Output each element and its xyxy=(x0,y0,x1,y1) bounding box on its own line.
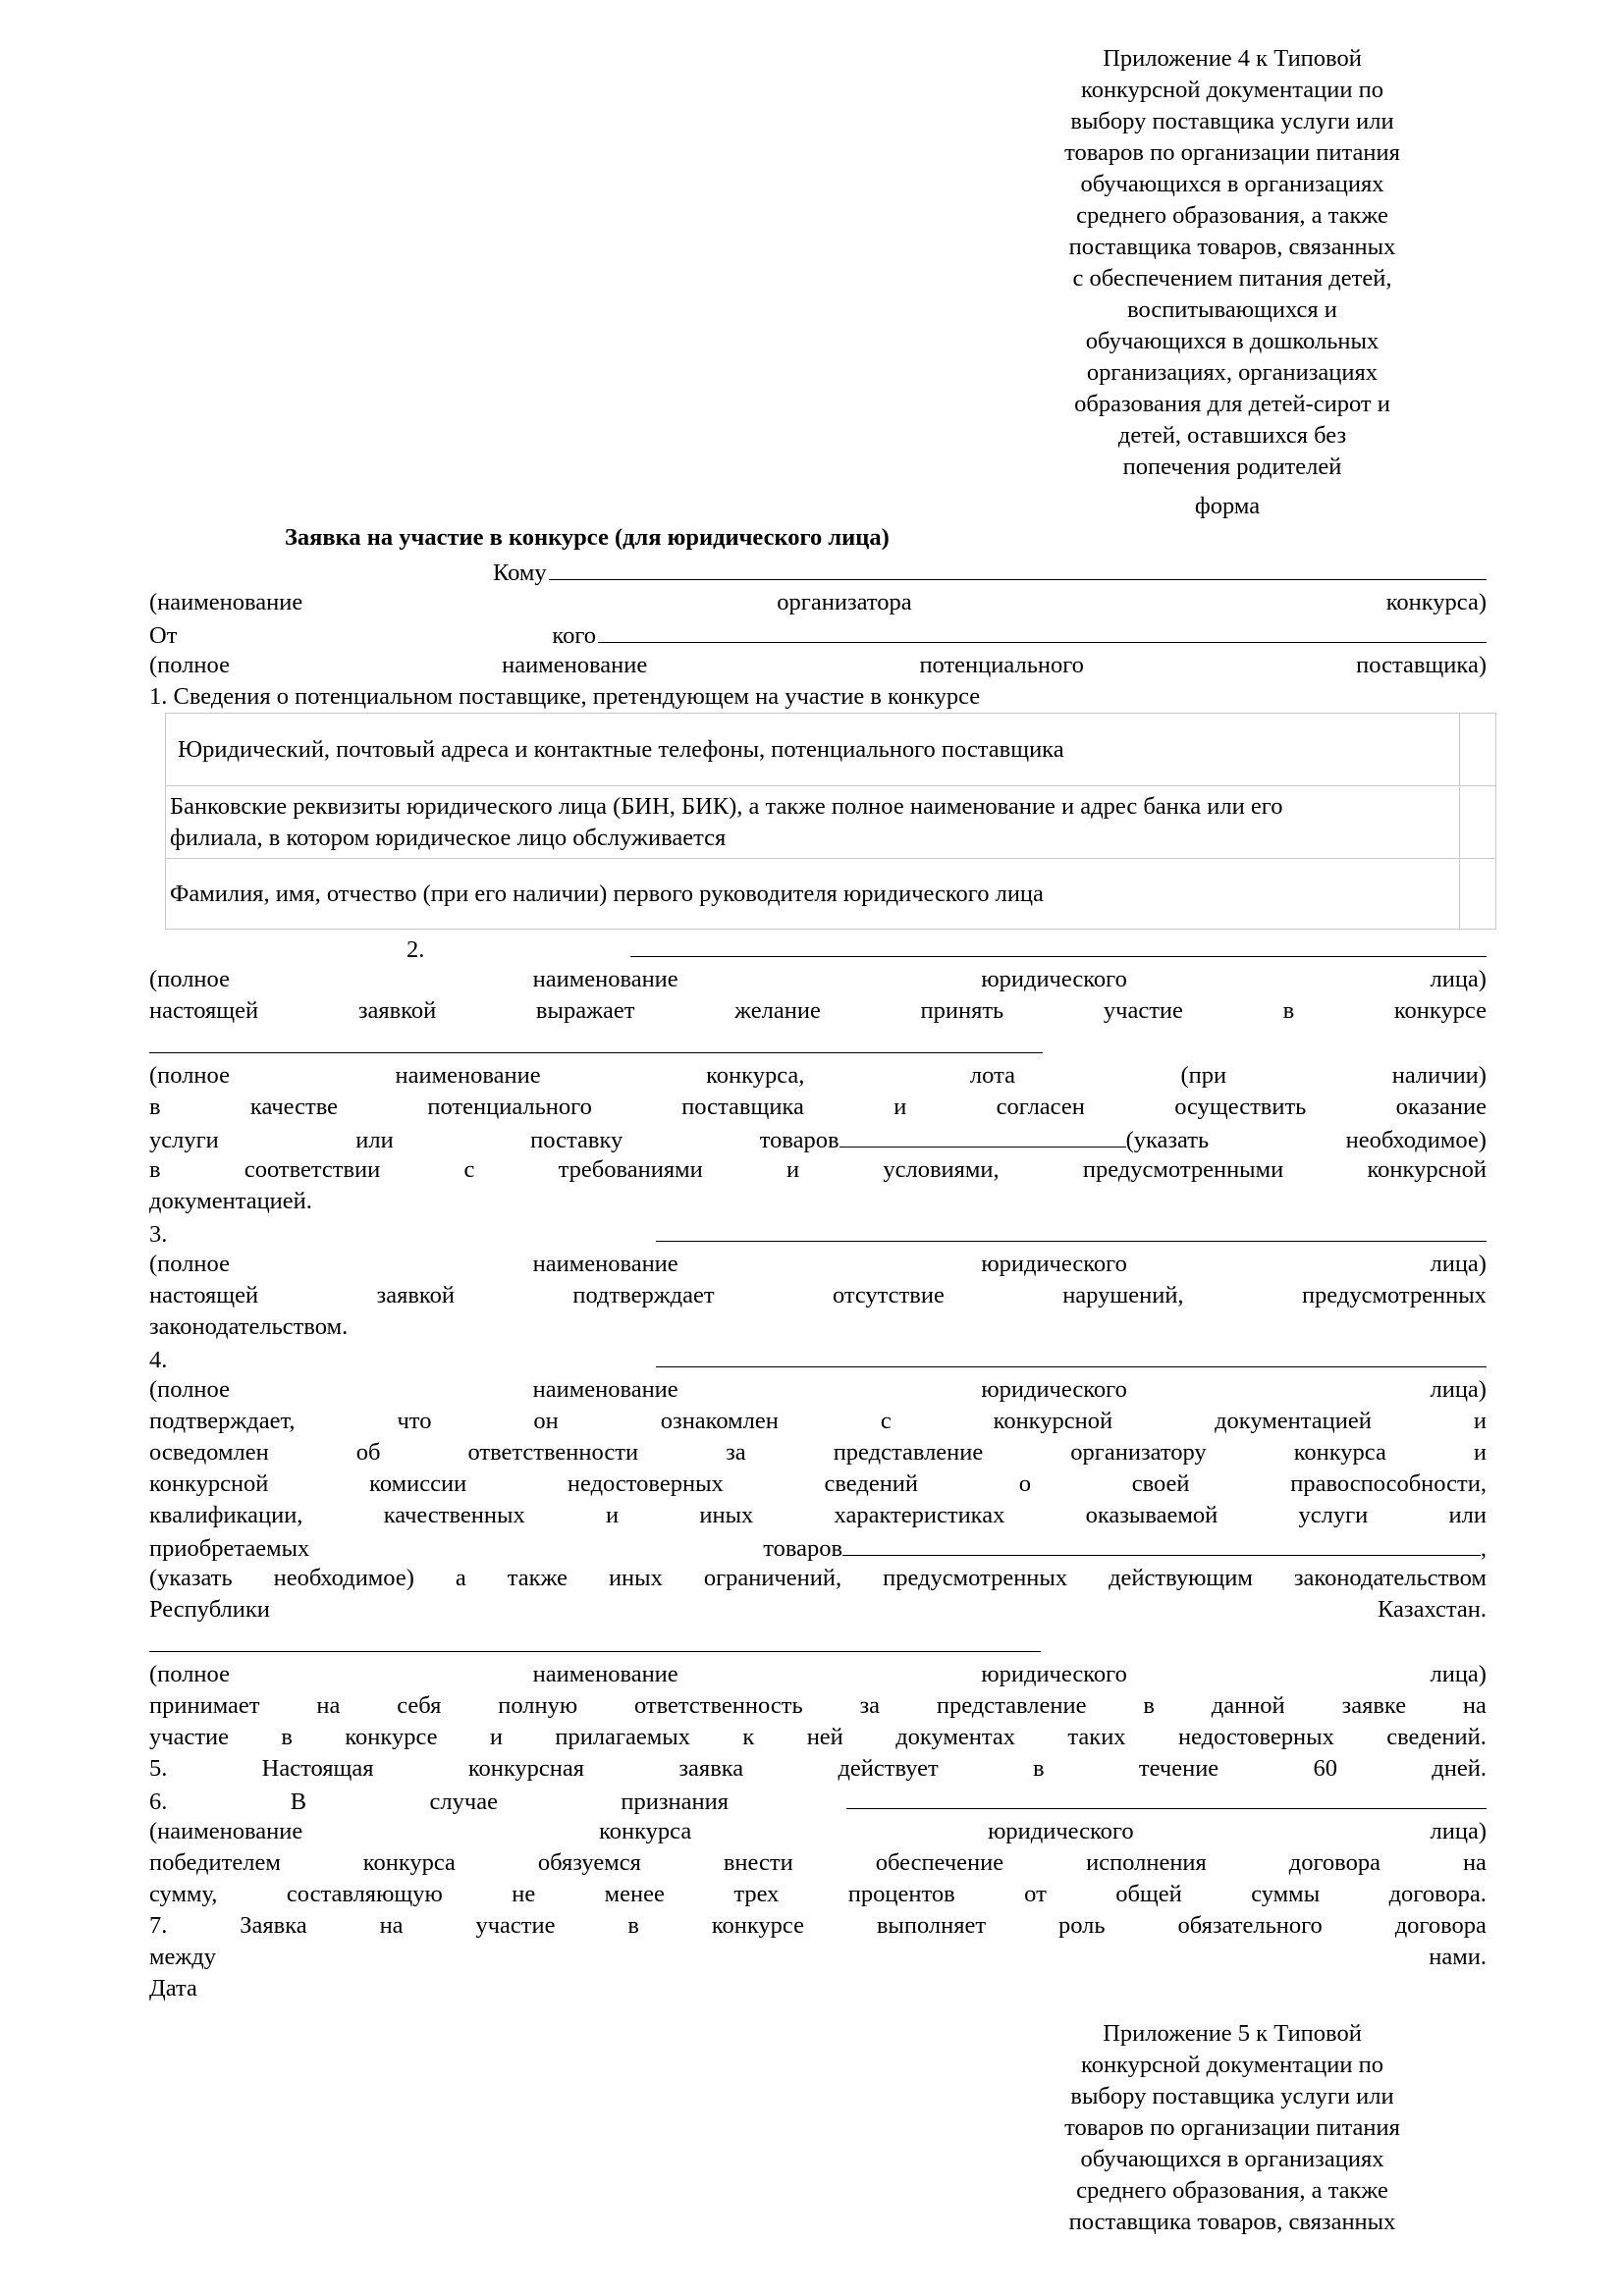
goods-blank[interactable] xyxy=(839,1123,1126,1148)
contest-blank-line xyxy=(149,1029,1487,1060)
appendix-line: выбору поставщика услуги или xyxy=(1070,2083,1394,2109)
supplier-info-table xyxy=(165,713,1496,930)
appendix-line: выбору поставщика услуги или xyxy=(1070,108,1394,134)
section-2-text: в соответствии с требованиями и условиями, предусмотренными конкурсной xyxy=(149,1156,1487,1183)
document-title: Заявка на участие в конкурсе (для юридического лица) xyxy=(285,524,890,551)
legal-entity-caption: (полное наименование юридического лица) xyxy=(149,966,1487,992)
appendix-line: обучающихся в организациях xyxy=(1080,171,1384,197)
appendix-line: поставщика товаров, связанных xyxy=(1068,2209,1396,2235)
contest-caption: (полное наименование конкурса, лота (при наличии) xyxy=(149,1062,1487,1089)
section-2-blank[interactable] xyxy=(630,933,1487,957)
appendix-line: организациях, организациях xyxy=(1086,359,1379,386)
legal-entity-caption: (полное наименование юридического лица) xyxy=(149,1376,1487,1403)
section-4-text: участие в конкурсе и прилагаемых к ней документах таких недостоверных сведений. xyxy=(149,1724,1487,1750)
section-6-field-line: 6. В случае признания xyxy=(149,1785,1487,1816)
section-2-text: услуги или поставку товаров (указать необходимое) xyxy=(149,1123,1487,1154)
table-row xyxy=(166,859,1496,930)
appendix-line: обучающихся в дошкольных xyxy=(1085,328,1380,354)
section-2-text: настоящей заявкой выражает желание принять участие в конкурсе xyxy=(149,997,1487,1024)
appendix-4-header xyxy=(1001,43,1463,483)
section-6-text: победителем конкурса обязуемся внести обеспечение исполнения договора на xyxy=(149,1849,1487,1876)
to-caption: (наименование организатора конкурса) xyxy=(149,589,1487,615)
section-7-text: между нами. xyxy=(149,1944,1487,1970)
appendix-line: Приложение 4 к Типовой xyxy=(1103,45,1362,72)
appendix-line: с обеспечением питания детей, xyxy=(1072,265,1392,292)
section-3-field-line xyxy=(149,1217,1487,1249)
section-4-blank[interactable] xyxy=(656,1343,1487,1367)
section-1-heading: 1. Сведения о потенциальном поставщике, претендующем на участие в конкурсе xyxy=(149,683,981,710)
table-cell-value[interactable] xyxy=(1460,714,1496,786)
section-4-text: (указать необходимое) а также иных ограничений, предусмотренных действующим законодательством xyxy=(149,1565,1487,1591)
section-2-text: в качестве потенциального поставщика и согласен осуществить оказание xyxy=(149,1094,1487,1120)
appendix-line: поставщика товаров, связанных xyxy=(1068,234,1396,260)
table-cell-value[interactable] xyxy=(1460,859,1496,930)
contest-entity-caption: (наименование конкурса юридического лица) xyxy=(149,1818,1487,1844)
purchased-goods-blank[interactable] xyxy=(842,1531,1481,1556)
section-2-number: 2. xyxy=(406,936,425,963)
appendix-line: детей, оставшихся без xyxy=(1117,422,1347,449)
contest-blank[interactable] xyxy=(149,1029,1043,1053)
to-label: Кому xyxy=(493,560,547,586)
section-3-text: настоящей заявкой подтверждает отсутствие нарушений, предусмотренных xyxy=(149,1282,1487,1308)
section-4-text: осведомлен об ответственности за представление организатору конкурса и xyxy=(149,1439,1487,1466)
appendix-line: товаров по организации питания xyxy=(1064,2114,1400,2141)
appendix-line: конкурсной документации по xyxy=(1081,2052,1383,2078)
table-cell-addresses: Юридический, почтовый адреса и контактные телефоны, потенциального поставщика xyxy=(166,714,1460,786)
table-cell-bank-details: Банковские реквизиты юридического лица (БИН, БИК), а также полное наименование и адрес банка или его филиала, в котором юридическое лицо обслуживается xyxy=(166,786,1460,859)
legal-entity-blank[interactable] xyxy=(149,1628,1041,1652)
date-line xyxy=(149,1973,1487,2004)
appendix-line: товаров по организации питания xyxy=(1064,139,1400,166)
section-2-field-line xyxy=(149,933,1487,964)
section-4-text: принимает на себя полную ответственность за представление в данной заявке на xyxy=(149,1692,1487,1719)
section-5-text: 5. Настоящая конкурсная заявка действует в течение 60 дней. xyxy=(149,1755,1487,1782)
section-3-text: законодательством. xyxy=(149,1313,349,1340)
appendix-line: среднего образования, а также xyxy=(1076,202,1388,229)
form-label: форма xyxy=(1194,493,1261,519)
to-field-line xyxy=(149,556,1487,587)
section-4-text: приобретаемых товаров , xyxy=(149,1531,1487,1563)
from-blank[interactable] xyxy=(598,618,1487,643)
section-4-number: 4. xyxy=(149,1347,168,1373)
section-3-number: 3. xyxy=(149,1221,168,1248)
section-4-text: конкурсной комиссии недостоверных сведений о своей правоспособности, xyxy=(149,1470,1487,1497)
table-row xyxy=(166,786,1496,859)
appendix-line: обучающихся в организациях xyxy=(1080,2146,1384,2172)
appendix-line: среднего образования, а также xyxy=(1076,2177,1388,2204)
section-4-field-line xyxy=(149,1343,1487,1374)
legal-entity-caption: (полное наименование юридического лица) xyxy=(149,1251,1487,1277)
table-cell-value[interactable] xyxy=(1460,786,1496,859)
to-blank[interactable] xyxy=(549,556,1487,580)
from-caption: (полное наименование потенциального поставщика) xyxy=(149,652,1487,678)
section-4-text: квалификации, качественных и иных характеристиках оказываемой услуги или xyxy=(149,1502,1487,1528)
table-row xyxy=(166,714,1496,786)
appendix-line: попечения родителей xyxy=(1122,454,1342,480)
from-label: От xyxy=(149,622,178,649)
section-2-text: документацией. xyxy=(149,1188,312,1214)
section-6-blank[interactable] xyxy=(846,1785,1487,1809)
section-3-blank[interactable] xyxy=(656,1217,1487,1242)
appendix-line: Приложение 5 к Типовой xyxy=(1103,2020,1362,2047)
table-cell-director: Фамилия, имя, отчество (при его наличии) первого руководителя юридического лица xyxy=(166,859,1460,930)
appendix-line: образования для детей-сирот и xyxy=(1074,391,1390,417)
legal-entity-blank-line xyxy=(149,1628,1487,1659)
appendix-line: воспитывающихся и xyxy=(1127,296,1337,323)
appendix-line: конкурсной документации по xyxy=(1081,77,1383,103)
from-field-line: От кого xyxy=(149,618,1487,650)
section-4-text: Республики Казахстан. xyxy=(149,1596,1487,1623)
legal-entity-caption: (полное наименование юридического лица) xyxy=(149,1661,1487,1687)
date-label: Дата xyxy=(149,1975,197,2002)
appendix-5-header xyxy=(1001,2018,1463,2238)
section-7-text: 7. Заявка на участие в конкурсе выполняет роль обязательного договора xyxy=(149,1912,1487,1939)
section-4-text: подтверждает, что он ознакомлен с конкурсной документацией и xyxy=(149,1408,1487,1434)
section-6-text: сумму, составляющую не менее трех процентов от общей суммы договора. xyxy=(149,1881,1487,1907)
